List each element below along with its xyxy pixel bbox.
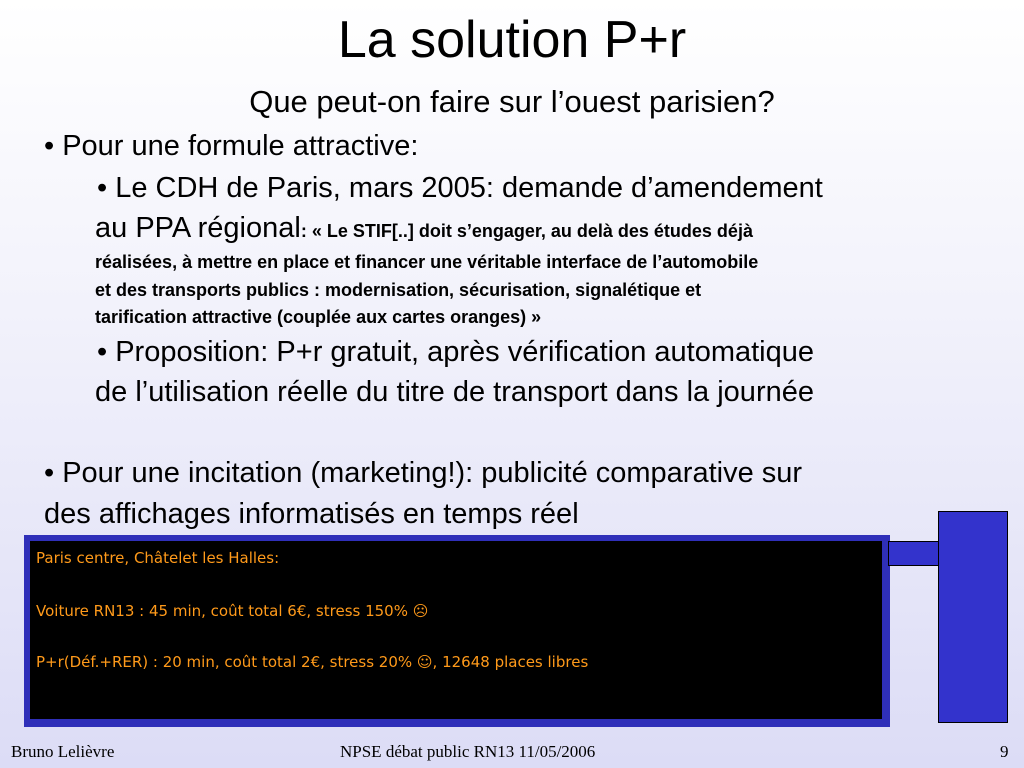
slide-title: La solution P+r (337, 11, 687, 69)
display-board-line3: P+r(Déf.+RER) : 20 min, coût total 2€, stress 20% ☺, 12648 places libres (36, 653, 589, 671)
bullet-incitation-line2: des affichages informatisés en temps réel (44, 498, 579, 530)
display-board-line1: Paris centre, Châtelet les Halles: (36, 549, 280, 567)
sub-bullet-cdh-line1: • Le CDH de Paris, mars 2005: demande d’amendement (97, 172, 823, 204)
ppa-text: au PPA régional (95, 212, 301, 244)
quote-line-4: tarification attractive (couplée aux cartes oranges) » (95, 307, 542, 327)
sign-support-post (938, 511, 1008, 723)
footer-page-number: 9 (1000, 742, 1009, 761)
bullet-formule: • Pour une formule attractive: (44, 130, 419, 162)
bullet-incitation-line1: • Pour une incitation (marketing!): publicité comparative sur (44, 457, 803, 489)
footer-event: NPSE débat public RN13 11/05/2006 (340, 742, 596, 761)
sub-bullet-proposition-line2: de l’utilisation réelle du titre de transport dans la journée (95, 376, 814, 408)
sub-bullet-cdh-line2 (95, 210, 753, 249)
quote-line-3: et des transports publics : modernisation, sécurisation, signalétique et (95, 280, 702, 300)
footer-author: Bruno Lelièvre (11, 742, 115, 761)
quote-start: : « Le STIF[..] doit s’engager, au delà des études déjà (300, 221, 753, 241)
sign-support-arm (888, 541, 939, 566)
sub-bullet-proposition-line1: • Proposition: P+r gratuit, après vérification automatique (97, 336, 814, 368)
display-board-line2: Voiture RN13 : 45 min, coût total 6€, stress 150% ☹ (36, 602, 429, 620)
quote-line-2: réalisées, à mettre en place et financer une véritable interface de l’automobile (95, 252, 759, 272)
slide-subtitle: Que peut-on faire sur l’ouest parisien? (249, 84, 775, 119)
